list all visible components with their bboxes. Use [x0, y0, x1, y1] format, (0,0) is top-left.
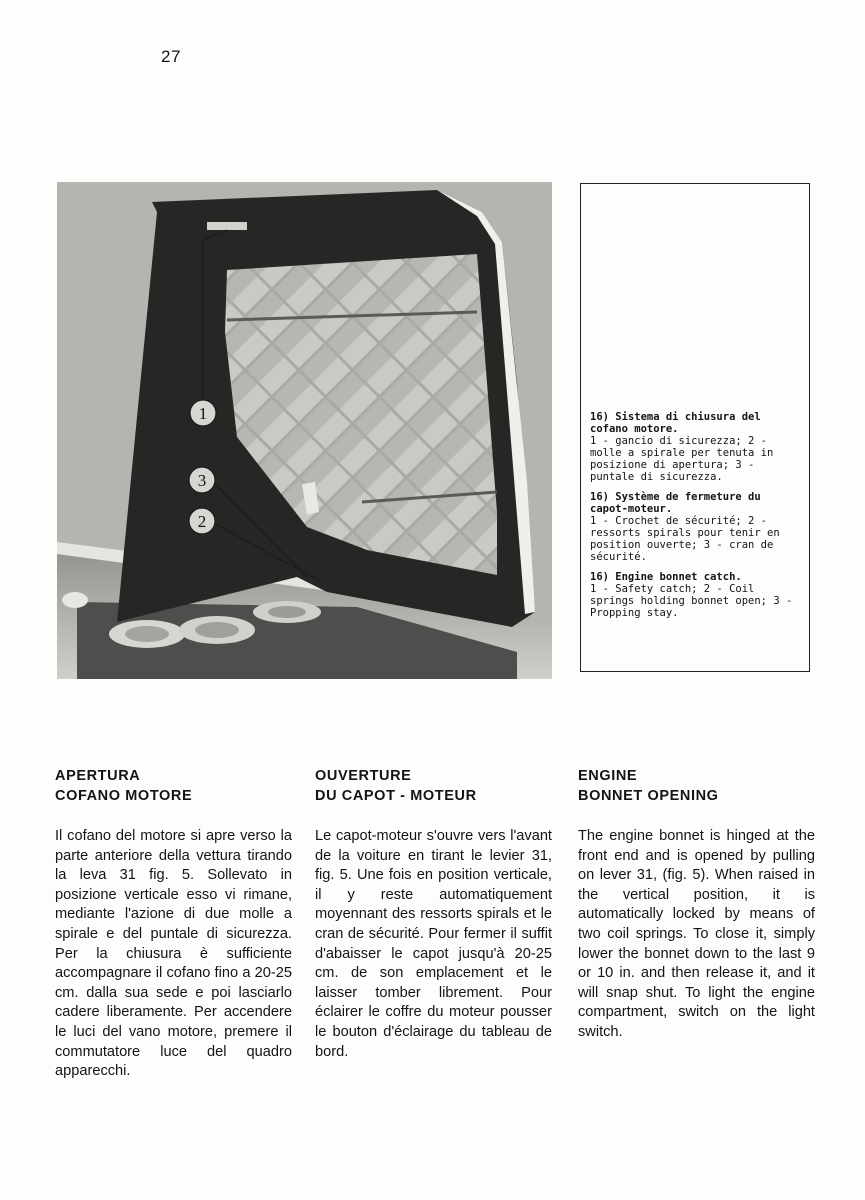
page-number: 27: [161, 47, 181, 66]
section-body-it: Il cofano del motore si apre verso la parte anteriore della vettura tirando la leva 31 fig. 5. Sollevato in posizione verticale esso vi rimane, mediante l'azione di due molle a spirale e del puntale di sicurezza. Per la chiusura è sufficiente accompagnare il cofano fino a 20-25 cm. dalla sua sede e poi lasciarlo cadere liberamente. Per accendere le luci del vano motore, premere il commutatore luce del quadro apparecchi.: [55, 828, 292, 1080]
svg-text:1: 1: [198, 404, 208, 423]
caption-title-fr: 16) Système de fermeture du capot-moteur.: [590, 491, 761, 515]
svg-text:2: 2: [197, 512, 207, 531]
figure-caption-box: [580, 183, 810, 672]
caption-title-it: 16) Sistema di chiusura del cofano motore.: [590, 411, 761, 435]
column-french: [315, 766, 552, 1062]
section-heading-it: APERTURA COFANO MOTORE: [55, 768, 193, 804]
callout-3: [189, 467, 215, 493]
section-body-fr: Le capot-moteur s'ouvre vers l'avant de la voiture en tirant le levier 31, fig. 5. Une fois en position verticale, il y reste automatiquement moyennant des ressorts spirals et le cran de sécurité. Pour fermer il suffit d'abaisser le capot jusqu'à 20-25 cm. de son emplacement et le laisser tomber librement. Pour éclairer le coffre du moteur pousser le bouton d'éclairage du tableau de bord.: [315, 828, 552, 1060]
caption-body-fr: 1 - Crochet de sécurité; 2 - ressorts spirals pour tenir en position ouverte; 3 - cran de sécurité.: [590, 515, 780, 563]
callout-1: [190, 400, 216, 426]
svg-text:3: 3: [197, 471, 207, 490]
caption-body-en: 1 - Safety catch; 2 - Coil springs holding bonnet open; 3 - Propping stay.: [590, 583, 793, 619]
engine-bonnet-photo: [57, 182, 552, 679]
column-italian: [55, 766, 292, 1082]
section-heading-en: ENGINE BONNET OPENING: [578, 768, 719, 804]
section-heading-fr: OUVERTURE DU CAPOT - MOTEUR: [315, 768, 477, 804]
callout-2: [189, 508, 215, 534]
caption-body-it: 1 - gancio di sicurezza; 2 - molle a spirale per tenuta in posizione di apertura; 3 - puntale di sicurezza.: [590, 435, 774, 483]
caption-title-en: 16) Engine bonnet catch.: [590, 571, 742, 583]
section-body-en: The engine bonnet is hinged at the front end and is opened by pulling on lever 31, (fig. 5). When raised in the vertical position, it is automatically locked by means of two coil springs. To close it, simply lower the bonnet down to the last 9 or 10 in. and then release it, and it will snap shut. To light the engine compartment, switch on the light switch.: [578, 828, 815, 1040]
column-english: [578, 766, 815, 1043]
